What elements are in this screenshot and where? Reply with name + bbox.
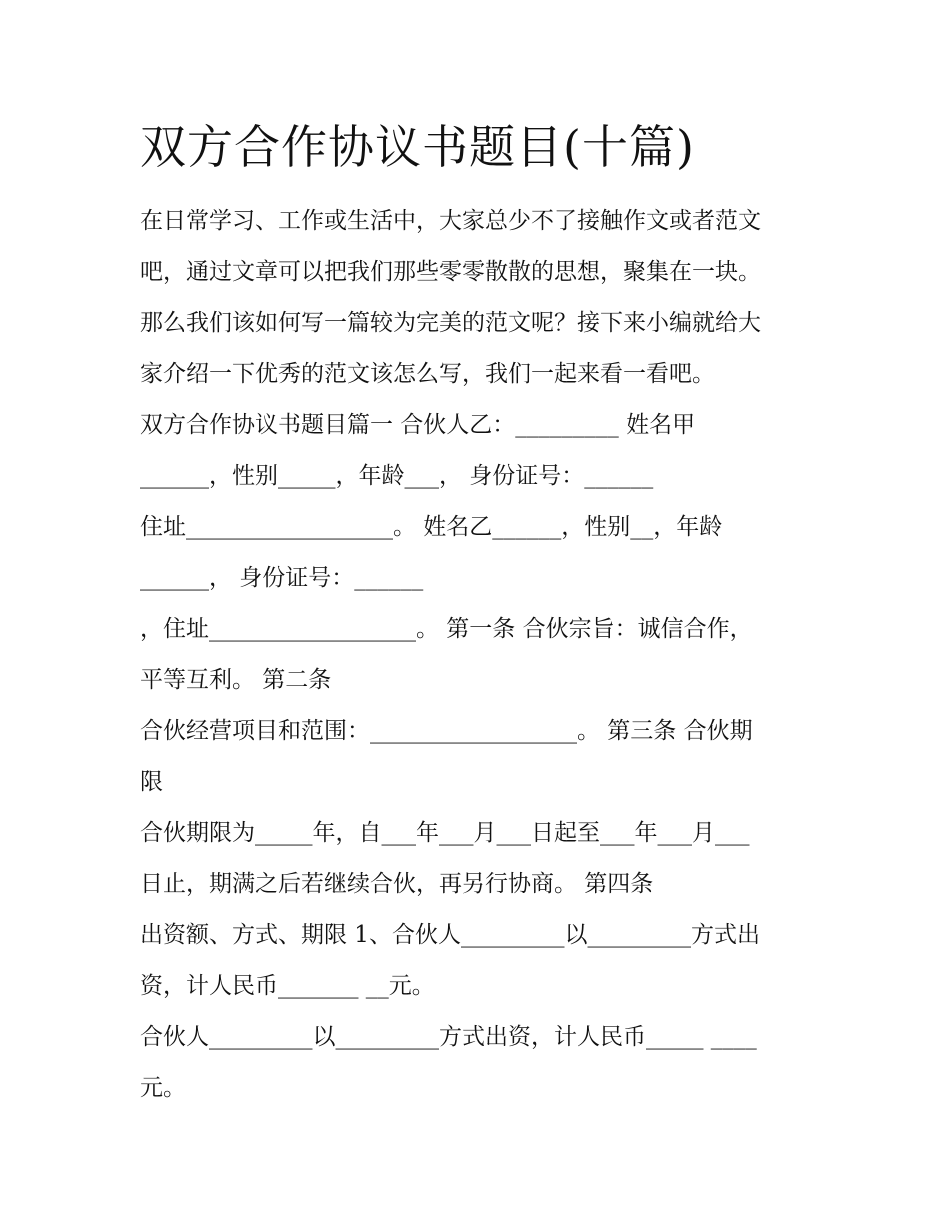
body-line: 元。: [140, 1075, 186, 1101]
body-line: 家介绍一下优秀的范文该怎么写，我们一起来看一看吧。: [140, 361, 715, 387]
body-line: 合伙人_________以_________方式出资，计人民币_____ ____: [140, 1024, 757, 1050]
document-title: 双方合作协议书题目(十篇): [140, 120, 695, 174]
body-line: 合伙经营项目和范围：__________________。 第三条 合伙期: [140, 718, 753, 744]
body-line: 住址__________________。 姓名乙______，性别__，年龄: [140, 514, 723, 540]
body-line: ，住址__________________。 第一条 合伙宗旨：诚信合作，: [140, 616, 753, 642]
body-line: ______， 身份证号：______: [140, 565, 424, 591]
body-line: 那么我们该如何写一篇较为完美的范文呢？接下来小编就给大: [140, 310, 761, 336]
body-line: 限: [140, 769, 163, 795]
body-line: 吧，通过文章可以把我们那些零零散散的思想，聚集在一块。: [140, 259, 761, 285]
body-line: 合伙期限为_____年，自___年___月___日起至___年___月___: [140, 820, 750, 846]
body-line: ______，性别_____，年龄___， 身份证号：______: [140, 463, 654, 489]
body-line: 双方合作协议书题目篇一 合伙人乙：_________ 姓名甲: [140, 412, 696, 438]
body-line: 平等互利。 第二条: [140, 667, 332, 693]
body-line: 资，计人民币_______ __元。: [140, 973, 435, 999]
body-line: 出资额、方式、期限 1、合伙人_________以_________方式出: [140, 922, 760, 948]
body-line: 日止，期满之后若继续合伙，再另行协商。 第四条: [140, 871, 654, 897]
body-line: 在日常学习、工作或生活中，大家总少不了接触作文或者范文: [140, 208, 761, 234]
